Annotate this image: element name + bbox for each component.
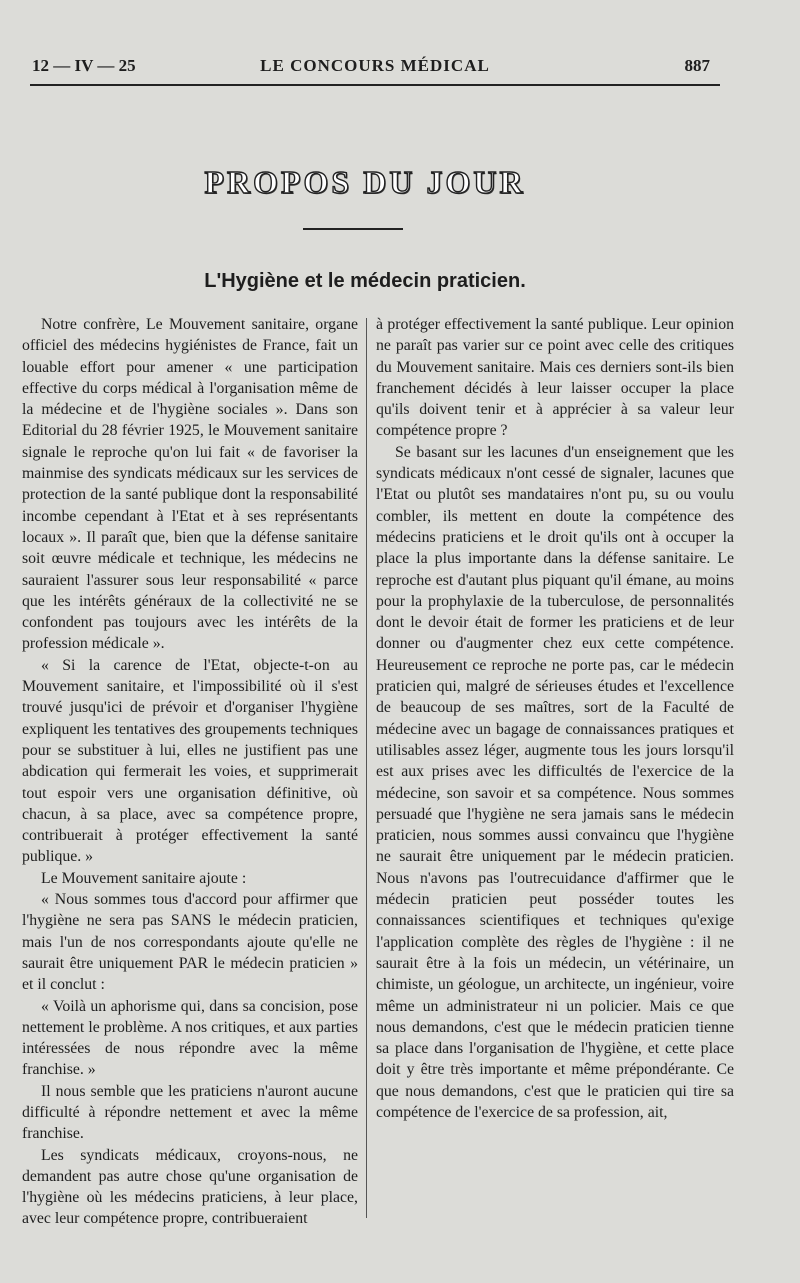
page-header [30,52,720,82]
title-rule [303,228,403,230]
paragraph: Il nous semble que les praticiens n'auront aucune difficulté à répondre nettement et avec la même franchise. [22,1082,358,1143]
page-number: 887 [684,56,710,75]
section-title: PROPOS DU JOUR [204,164,526,200]
right-column [376,314,734,1123]
article-title: L'Hygiène et le médecin praticien. [204,270,526,292]
issue-date: 12 — IV — 25 [32,56,136,75]
paragraph: à protéger effectivement la santé publique. Leur opinion ne paraît pas varier sur ce point avec celle des critiques du Mouvement sanitaire. Mais ces derniers sont-ils bien franchement décidés à leur laisser occuper la place qu'ils doivent tenir et à apprécier à sa valeur leur compétence propre ? [376,316,734,440]
journal-name: LE CONCOURS MÉDICAL [260,56,490,75]
paragraph: « Voilà un aphorisme qui, dans sa concision, pose nettement le problème. A nos critiques, et aux parties intéressées de nous répondre avec la même franchise. » [22,997,358,1079]
column-divider [366,318,367,1218]
paragraph: « Nous sommes tous d'accord pour affirmer que l'hygiène ne sera pas SANS le médecin praticien, mais l'un de nos correspondants ajoute qu'elle ne saurait être uniquement PAR le médecin praticien » et il conclut : [22,891,358,994]
paragraph: « Si la carence de l'Etat, objecte-t-on au Mouvement sanitaire, et l'impossibilité où il s'est trouvé jusqu'ici de prévoir et d'organiser l'hygiène expliquent les tentatives des groupements techniques pour se substituer à lui, elles ne justifient pas une abdication qui fermerait les voies, et supprimerait tout espoir vers une organisation définitive, où chacun, à sa place, avec sa compétence propre, contribuerait à protéger effectivement la santé publique. » [22,656,358,866]
header-rule [30,84,720,86]
paragraph: Le Mouvement sanitaire ajoute : [40,869,247,887]
paragraph: Notre confrère, Le Mouvement sanitaire, organe officiel des médecins hygiénistes de France, fait un louable effort pour amener « une participation effective du corps médical à l'organisation même de la médecine et de l'hygiène sociales ». Dans son Editorial du 28 février 1925, le Mouvement sanitaire signale le reproche qu'on lui fait « de favoriser la mainmise des syndicats médicaux sur les services de protection de la santé publique dont la responsabilité incombe cependant à l'Etat et à ses représentants locaux ». Il paraît que, bien que la défense sanitaire soit œuvre médicale et technique, les médecins ne sauraient l'assurer sous leur responsabilité « parce que les intérêts généraux de la collectivité ne se confondent pas toujours avec les intérêts de la profession médicale ». [22,316,358,653]
paragraph: Les syndicats médicaux, croyons-nous, ne demandent pas autre chose qu'une organisation de l'hygiène où les médecins praticiens, à leur place, avec leur compétence propre, contribueraient [22,1146,358,1228]
left-column [22,314,358,1230]
paragraph: Se basant sur les lacunes d'un enseignement que les syndicats médicaux n'ont cessé de signaler, lacunes que l'Etat ou plutôt ses mandataires n'ont pu, su ou voulu combler, ils mettent en doute la compétence des médecins praticiens et le droit qu'ils ont à occuper la place la plus importante dans la défense sanitaire. Le reproche est d'autant plus piquant qu'il émane, au moins pour la prophylaxie de la tuberculose, de personnalités dont le devoir était de former les praticiens et de leur donner ou d'augmenter chez eux cette compétence. Heureusement ce reproche ne porte pas, car le médecin praticien qui, malgré de sérieuses études et l'excellence de beaucoup de ses maîtres, sort de la Faculté de médecine avec un bagage de connaissances pratiques et utilisables assez léger, augmente tous les jours lorsqu'il est aux prises avec les difficultés de l'exercice de la médecine, son savoir et sa compétence. Nous sommes persuadé que l'hygiène ne sera jamais sans le médecin praticien, nous sommes aussi convaincu que l'hygiène ne saurait être uniquement par le médecin praticien. Nous n'avons pas l'outrecuidance d'affirmer que le médecin praticien peut posséder toutes les connaissances scientifiques et techniques qu'exige l'application complète des règles de l'hygiène : il ne saurait être à la fois un médecin, un vétérinaire, un chimiste, un géologue, un architecte, un ingénieur, voire même un administrateur ni un policier. Mais ce que nous demandons, c'est que le médecin praticien tienne sa place dans l'organisation de l'hygiène, et cette place doit y être très importante et même prépondérante. Ce que nous demandons, c'est que le praticien qui tire sa compétence de l'exercice de sa profession, ait, [376,443,734,1121]
